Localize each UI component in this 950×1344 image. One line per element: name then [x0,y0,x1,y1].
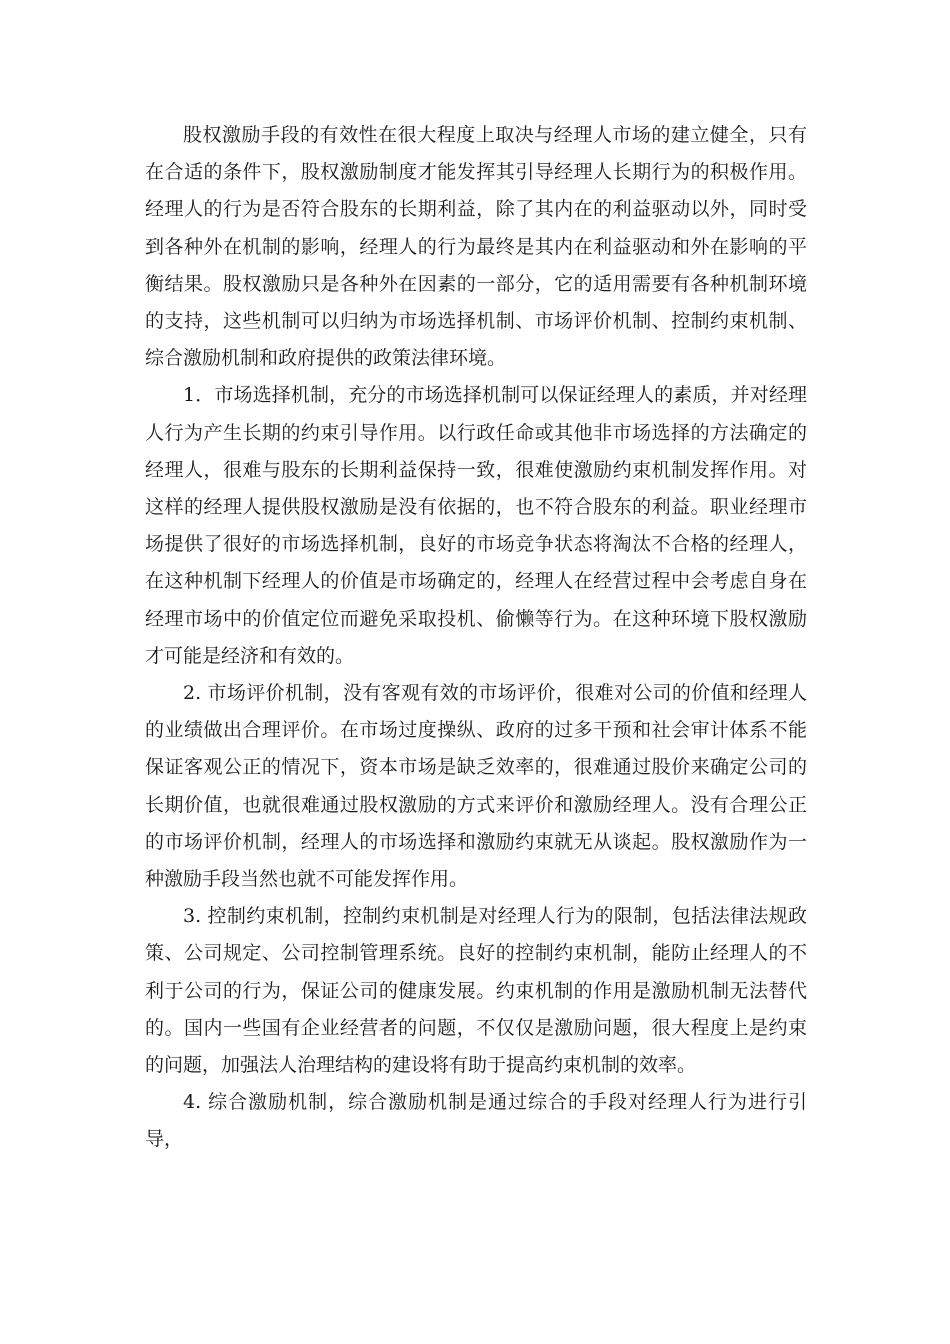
paragraph-intro: 股权激励手段的有效性在很大程度上取决与经理人市场的建立健全，只有在合适的条件下，股权激励制度才能发挥其引导经理人长期行为的积极作用。经理人的行为是否符合股东的长期利益，除了其内在的利益驱动以外，同时受到各种外在机制的影响，经理人的行为最终是其内在利益驱动和外在影响的平衡结果。股权激励只是各种外在因素的一部分，它的适用需要有各种机制环境的支持，这些机制可以归纳为市场选择机制、市场评价机制、控制约束机制、综合激励机制和政府提供的政策法律环境。 [145,124,807,370]
paragraph-market-selection: 1．市场选择机制，充分的市场选择机制可以保证经理人的素质，并对经理人行为产生长期的约束引导作用。以行政任命或其他非市场选择的方法确定的经理人，很难与股东的长期利益保持一致，很难使激励约束机制发挥作用。对这样的经理人提供股权激励是没有依据的，也不符合股东的利益。职业经理市场提供了很好的市场选择机制，良好的市场竞争状态将淘汰不合格的经理人，在这种机制下经理人的价值是市场确定的，经理人在经营过程中会考虑自身在经理市场中的价值定位而避免采取投机、偷懒等行为。在这种环境下股权激励才可能是经济和有效的。 [145,384,807,667]
body-text [145,117,807,1159]
paragraph-market-evaluation: 2. 市场评价机制，没有客观有效的市场评价，很难对公司的价值和经理人的业绩做出合理评价。在市场过度操纵、政府的过多干预和社会审计体系不能保证客观公正的情况下，资本市场是缺乏效率的，很难通过股价来确定公司的长期价值，也就很难通过股权激励的方式来评价和激励经理人。没有合理公正的市场评价机制，经理人的市场选择和激励约束就无从谈起。股权激励作为一种激励手段当然也就不可能发挥作用。 [145,682,807,891]
paragraph-comprehensive-incentive: 4. 综合激励机制，综合激励机制是通过综合的手段对经理人行为进行引导， [145,1091,807,1151]
paragraph-control-constraint: 3. 控制约束机制，控制约束机制是对经理人行为的限制，包括法律法规政策、公司规定、公司控制管理系统。良好的控制约束机制，能防止经理人的不利于公司的行为，保证公司的健康发展。约束机制的作用是激励机制无法替代的。国内一些国有企业经营者的问题，不仅仅是激励问题，很大程度上是约束的问题，加强法人治理结构的建设将有助于提高约束机制的效率。 [145,905,807,1077]
